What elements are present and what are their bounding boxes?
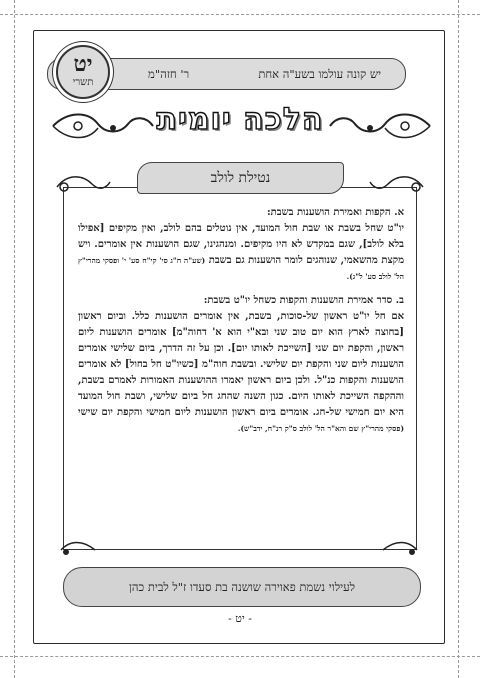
section-1-heading: א. הקפות ואמירת הושענות בשבת: xyxy=(266,207,404,218)
cut-line-top xyxy=(0,14,480,15)
header-quote: יש קונה עולמו בשע"ה אחת xyxy=(258,67,381,81)
badge-month: תשרי xyxy=(72,77,94,88)
cut-line-bottom xyxy=(0,656,480,657)
cut-line-left xyxy=(14,0,15,678)
date-badge xyxy=(56,45,110,99)
section-1 xyxy=(78,205,404,285)
header-date: ר' חזה"מ xyxy=(148,67,190,81)
badge-day: יט xyxy=(73,51,93,77)
corner-ornament-left-icon xyxy=(52,172,112,202)
section-1-text: יו"ט שחל בשבת או שבת חול המועד, אין נוטלים בהם לולב, ואין מקיפים [אפילו בלא לולב], שגם במקדש לא היו מקיפים. ומנהגינו, שגם הושענות אין אומרים. ויש מקצת מהשאמי, שנוהגים לומר הושענות גם בשבת xyxy=(78,223,404,266)
section-2 xyxy=(78,293,404,437)
section-title: נטילת לולב xyxy=(137,162,344,194)
bottom-ornament-right-icon xyxy=(380,540,420,560)
page-title: הלכה יומית xyxy=(156,102,324,137)
page-number: - יט - xyxy=(228,612,252,625)
content-body xyxy=(78,205,404,445)
corner-ornament-right-icon xyxy=(368,172,428,202)
section-1-source: (שע"ה ח"ג סי' קי"ח סע' י' ופסקי מהרי"ץ הל' לולב סע' ל"ג). xyxy=(78,256,404,281)
dedication-footer: לעילוי נשמת פאוירה שושנה בת סעדו ז"ל לבית כהן xyxy=(63,567,421,607)
section-2-heading: ב. סדר אמירת הושענות והקפות כשחל יו"ט בשבת: xyxy=(203,295,404,306)
cut-line-right xyxy=(458,0,459,678)
main-title-area xyxy=(40,100,440,148)
bottom-ornament-left-icon xyxy=(58,540,98,560)
section-2-source: (פסקי מהרי"ץ שם והא"ר הל' לולב ס"ק רנ"ח, ידב"ש). xyxy=(237,424,404,433)
flourish-right-icon xyxy=(325,106,435,146)
section-2-text: אם חל יו"ט ראשון של-סוכות, בשבת, אין אומרים הושענות כלל. וביום ראשון [בחוצה לארץ הוא יום טוב שני ובא"י הוא א' דחוה"מ] אומרים הושענות ליום ראשון, והקפת יום שני [השייכת לאותו יום]. וכן על זה הדרך, ביום שלישי אומרים הושענות ליום שני והקפת יום שלישי. ובשבת חוה"מ [כשיו"ט חל בחול] לא אומרים הושענות והקפות כנ"ל. ולכן ביום ראשון יאמרו ההושענות האמורות לאמרם בשבת, וההקפה השייכת לאותו היום. כגון השנה שהחג חל ביום שלישי, ושבת חול המועד היא יום חמישי של-חג. אומרים ביום ראשון הושענות ליום חמישי והקפת יום שישי xyxy=(78,311,404,418)
